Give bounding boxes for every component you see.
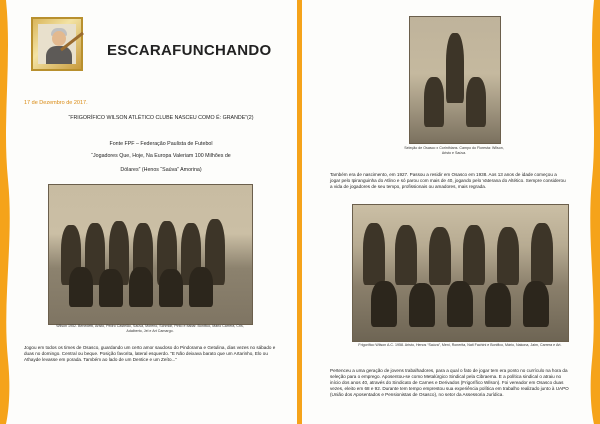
intro-quote: “Jogadores Que, Hoje, Na Europa Valeriam 100 Milhões de: [91, 153, 231, 159]
page-wave-edge: [0, 0, 14, 424]
photo-1958-caption: Frigorífico Wilson A.C. 1958. Aristo, Henos “Saúva”, Meni, Ronerita, Nati Fachini e Bonifico, Mário, Nakona, Jaim, Carrera e Art.: [358, 343, 562, 347]
intro-source: Fonte FPF – Federação Paulista de Futebol: [109, 141, 213, 147]
left-page: [0, 0, 297, 424]
paragraph-3: Pertenceu a uma geração de jovens trabalhadores, para a qual o fato de jogar tem era ponto no currículo na hora da seleção para o emprego. Aposentou-se como Metalúrgico Sindical pela Cibraema. E a política sindical o atraiu no início dos anos 40, através do Sindicato de Carnes e Derivados (Frigorífico Wilson). Foi vereador em Osasco duas vezes, eleito em 68 e 92. Durante tem tempo emprestou sua experiência política em trabalho realizado junto à UAPO (União dos Aposentados e Pensionistas de Osasco), no setor da Assessoria Jurídica.: [330, 368, 569, 397]
selection-photo-corinthians: [409, 16, 501, 144]
team-photo-1952: [48, 184, 253, 325]
paragraph-1: Jogou em todos os times de Osasco, guardando um certo amor saudoso do Pindorama e Getulina, dias vezes no sábado e duas no domingo. Central ou beque. Posição favorita, lateral esquerdo. “E Não deixava barato que um Artarinho, Elo ou Athayde levasse em porada. Também ao lado de um Dentice e um Zeíto...”: [24, 345, 276, 362]
right-page: [302, 0, 600, 424]
selection-photo-caption: Seleção de Osasco x Corinthians. Campo do Floresta: Wilson, Aristo e Saúva.: [404, 146, 504, 155]
page-wave-edge-right: [586, 0, 600, 424]
paragraph-2: Também era de nascimento, em 1927. Passou a residir em Osasco em 1938. Aos 13 anos de idade começou a jogar pelo Ipiranguinha do Atlino e só parou com mais de 40, jogando pelo Vaterana do Altético. Sempre considerou a vida de jogadores de seu tempo, profissionais ou amadores, mais regrada.: [330, 172, 566, 189]
post-date: 17 de Dezembro de 2017.: [24, 100, 88, 106]
intro-heading: “FRIGORÍFICO WILSON ATLÉTICO CLUBE NASCEU COMO É: GRANDE”(2): [68, 115, 254, 121]
portrait-frame-image: [31, 17, 83, 71]
photo-1952-caption: Wilson 1952. Benedetti, Aristo, Pedro Castelão, Saúva, Moreno, Schmidt, Pinto e Itabar. Bonifico, Mário Carrera, Cris, Adalberto, Jel e Art Camargo.: [56, 324, 244, 333]
team-photo-1958: [352, 204, 569, 342]
page-title: ESCARAFUNCHANDO: [107, 42, 272, 59]
intro-quote-author: Dólares” (Henos “Saúva” Amorina): [120, 167, 202, 173]
